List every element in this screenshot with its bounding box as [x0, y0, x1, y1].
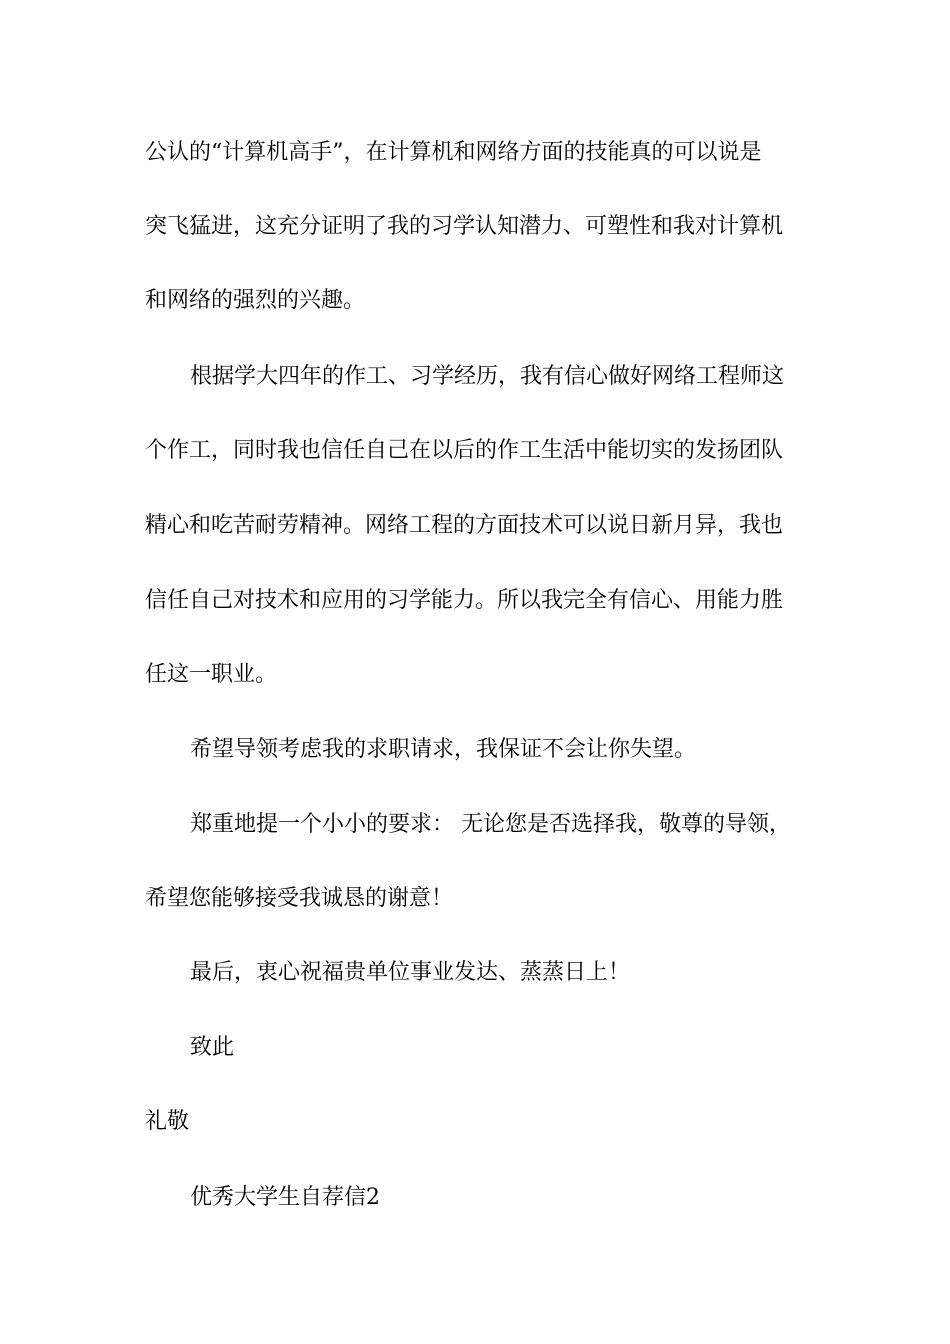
paragraph-line: 希望导领考虑我的求职请求，我保证不会让你失望。: [190, 737, 697, 762]
paragraph-line: 突飞猛进，这充分证明了我的习学认知潜力、可塑性和我对计算机: [145, 214, 784, 239]
paragraph-line: 和网络的强烈的兴趣。: [145, 288, 366, 313]
paragraph-line: 最后，衷心祝福贵单位事业发达、蒸蒸日上！: [190, 960, 631, 985]
section-heading: 优秀大学生自荐信2: [190, 1185, 380, 1210]
paragraph-line: 希望您能够接受我诚恳的谢意！: [145, 886, 454, 911]
paragraph-line: 郑重地提一个小小的要求： 无论您是否选择我，敬尊的导领，: [190, 812, 791, 837]
paragraph-line: 根据学大四年的作工、习学经历，我有信心做好网络工程师这: [190, 364, 785, 389]
salutation-line: 礼敬: [145, 1109, 190, 1134]
paragraph-line: 精心和吃苦耐劳精神。网络工程的方面技术可以说日新月异，我也: [145, 513, 784, 538]
paragraph-line: 任这一职业。: [145, 662, 278, 687]
paragraph-line: 公认的“计算机高手”，在计算机和网络方面的技能真的可以说是: [145, 140, 762, 165]
paragraph-line: 信任自己对技术和应用的习学能力。所以我完全有信心、用能力胜: [145, 588, 784, 613]
closing-line: 致此: [190, 1035, 235, 1060]
paragraph-line: 个作工，同时我也信任自己在以后的作工生活中能切实的发扬团队: [145, 438, 784, 463]
